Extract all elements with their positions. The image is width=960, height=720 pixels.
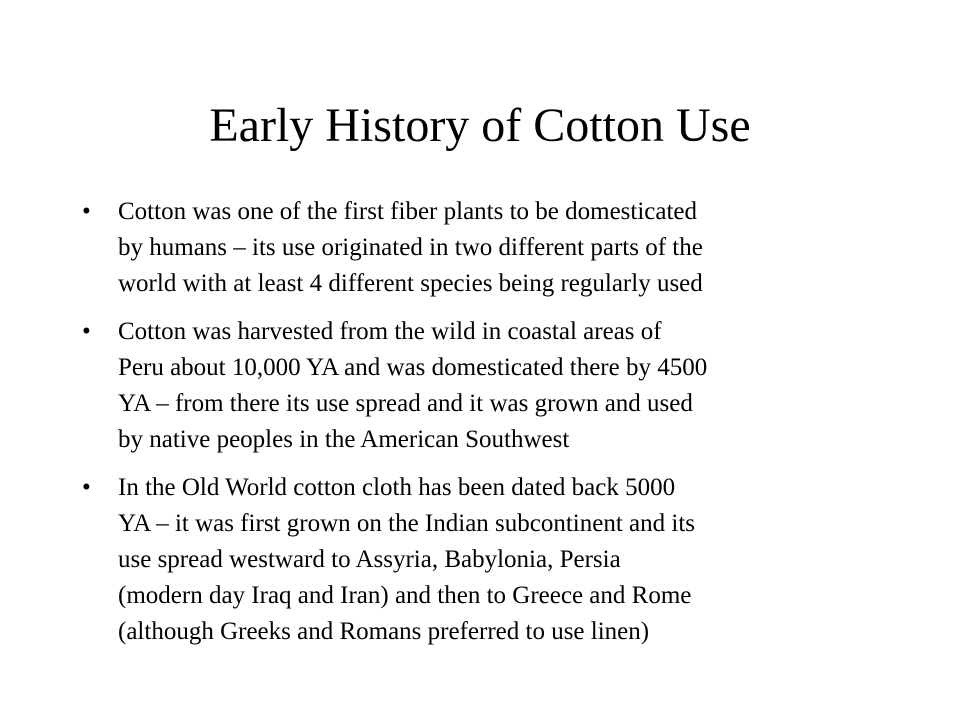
- bullet-line: YA – it was first grown on the Indian subcontinent and its: [118, 510, 696, 537]
- bullet-line: (although Greeks and Romans preferred to use linen): [118, 618, 650, 645]
- bullet-line: use spread westward to Assyria, Babylonia, Persia: [118, 546, 621, 573]
- bullet-line: by native peoples in the American Southwest: [118, 426, 570, 453]
- slide-title: Early History of Cotton Use: [209, 99, 751, 152]
- bullet-line: by humans – its use originated in two different parts of the: [118, 234, 703, 261]
- bullet-line: (modern day Iraq and Iran) and then to Greece and Rome: [118, 582, 692, 609]
- bullet-line: In the Old World cotton cloth has been dated back 5000: [118, 474, 676, 501]
- bullet-item-1: [82, 194, 902, 302]
- bullet-list: [82, 194, 902, 662]
- bullet-dot: •: [82, 198, 91, 225]
- bullet-line: world with at least 4 different species being regularly used: [118, 270, 703, 297]
- bullet-item-2: [82, 314, 902, 458]
- bullet-line: Cotton was harvested from the wild in coastal areas of: [118, 318, 662, 345]
- bullet-dot: •: [82, 318, 91, 345]
- bullet-item-3: [82, 470, 902, 650]
- bullet-dot: •: [82, 474, 91, 501]
- bullet-line: Peru about 10,000 YA and was domesticated there by 4500: [118, 354, 708, 381]
- bullet-line: Cotton was one of the first fiber plants to be domesticated: [118, 198, 698, 225]
- bullet-line: YA – from there its use spread and it was grown and used: [118, 390, 693, 417]
